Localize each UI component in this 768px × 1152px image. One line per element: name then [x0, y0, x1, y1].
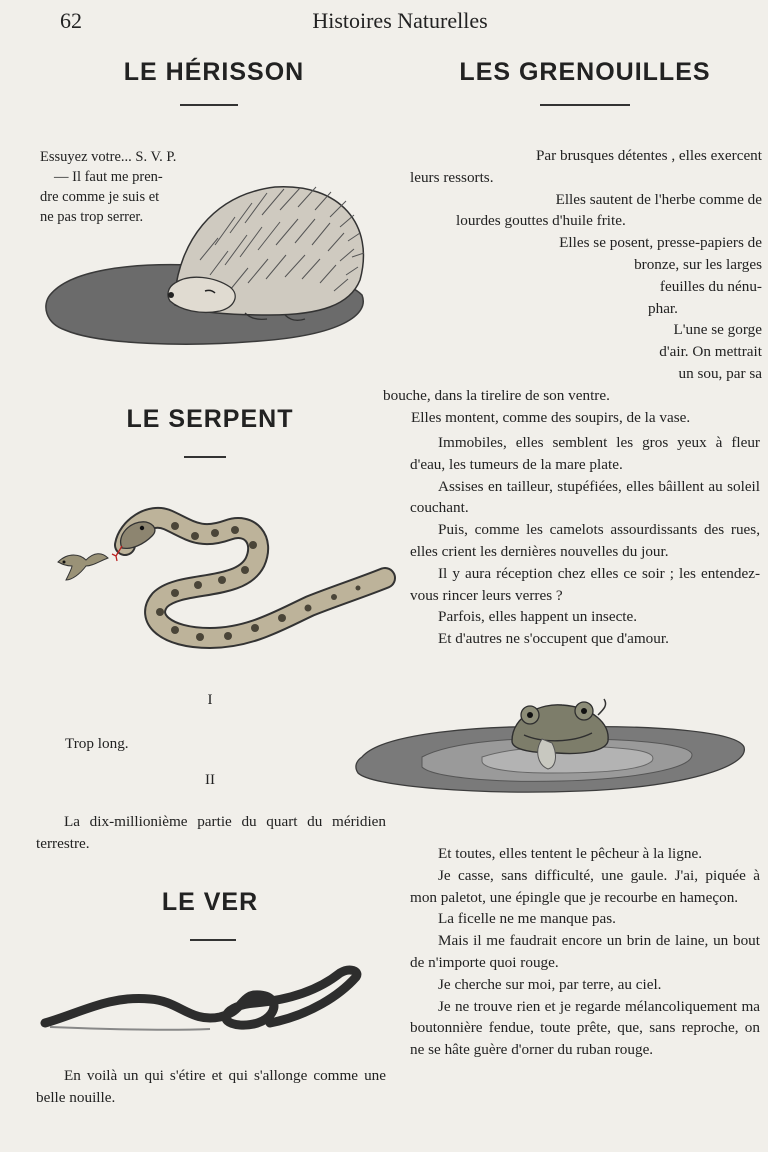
text-line: bronze, sur les larges	[634, 255, 762, 273]
serpent-part1-text: Trop long.	[65, 735, 129, 752]
page-number: 62	[60, 8, 82, 33]
grenouilles-paragraphs-a	[383, 385, 760, 429]
text-line: leurs ressorts.	[410, 168, 494, 186]
grenouilles-intro	[410, 145, 762, 385]
text-line: Elles se posent, presse-papiers de	[559, 234, 762, 252]
serpent-title: LE SERPENT	[126, 405, 294, 433]
worm-illustration	[40, 965, 370, 1040]
paragraph: Assises en tailleur, stupéfiées, elles bâillent au soleil couchant.	[410, 477, 760, 517]
grenouilles-title: LES GRENOUILLES	[459, 58, 711, 86]
paragraph: Parfois, elles happent un insecte.	[438, 608, 638, 626]
paragraph: Je cherche sur moi, par terre, au ciel.	[438, 975, 662, 993]
paragraph: Immobiles, elles semblent les gros yeux à fleur d'eau, les tumeurs de la mare plate.	[410, 434, 760, 473]
paragraph: Et toutes, elles tentent le pêcheur à la ligne.	[438, 845, 702, 862]
snake-illustration	[50, 500, 395, 660]
herisson-line: dre comme je suis et	[40, 189, 160, 205]
ver-title-rule	[190, 939, 236, 941]
text-line: Par brusques détentes , elles exercent	[535, 147, 762, 164]
grenouilles-title-rule	[540, 104, 630, 106]
text-line: un sou, par sa	[678, 364, 762, 382]
paragraph: bouche, dans la tirelire de son ventre.	[383, 387, 610, 404]
herisson-title-rule	[180, 104, 238, 106]
ver-text: En voilà un qui s'étire et qui s'allonge comme une belle nouille.	[36, 1067, 386, 1106]
ver-title: LE VER	[161, 888, 259, 916]
paragraph: Et d'autres ne s'occupent que d'amour.	[438, 630, 669, 648]
herisson-line: — Il faut me pren-	[54, 169, 163, 185]
grenouilles-paragraphs-b	[410, 843, 760, 1061]
text-line: Elles sautent de l'herbe comme de	[555, 190, 762, 208]
frog-pond-illustration	[352, 695, 747, 805]
herisson-title: LE HÉRISSON	[123, 58, 305, 86]
text-line: feuilles du nénu-	[659, 277, 762, 295]
text-line: phar.	[648, 299, 678, 317]
serpent-part2-numeral: II	[205, 772, 215, 788]
text-line: d'air. On mettrait	[659, 343, 762, 361]
paragraph: Je casse, sans difficulté, une gaule. J'ai, piquée à mon paletot, une épingle que je recourbe en hameçon.	[410, 866, 760, 906]
paragraph: Puis, comme les camelots assourdissants des rues, elles crient les dernières nouvelles du jour.	[410, 521, 760, 560]
grenouilles-paragraphs-a-cont	[410, 432, 760, 650]
text-line: lourdes gouttes d'huile frite.	[456, 212, 626, 230]
serpent-part1-numeral: I	[207, 692, 213, 708]
paragraph: Il y aura réception chez elles ce soir ; les entendez-vous rincer leurs verres ?	[410, 564, 760, 604]
paragraph: Je ne trouve rien et je regarde mélancoliquement ma boutonnière fendue, toute prête, que, sans reproche, on ne se hâte guère d'orner du ruban rouge.	[410, 997, 760, 1059]
serpent-part2-text: La dix-millionième partie du quart du méridien terrestre.	[36, 813, 386, 852]
herisson-line: Essuyez votre... S. V. P.	[40, 149, 177, 165]
paragraph: La ficelle ne me manque pas.	[438, 910, 616, 928]
paragraph: Elles montent, comme des soupirs, de la vase.	[411, 408, 691, 426]
paragraph: Mais il me faudrait encore un brin de laine, un bout de n'importe quoi rouge.	[410, 932, 760, 971]
text-line: L'une se gorge	[673, 321, 762, 339]
bird-icon	[58, 554, 108, 580]
running-title: Histoires Naturelles	[312, 8, 488, 33]
serpent-title-rule	[184, 456, 226, 458]
hedgehog-illustration	[40, 165, 370, 355]
herisson-line: ne pas trop serrer.	[40, 209, 144, 225]
